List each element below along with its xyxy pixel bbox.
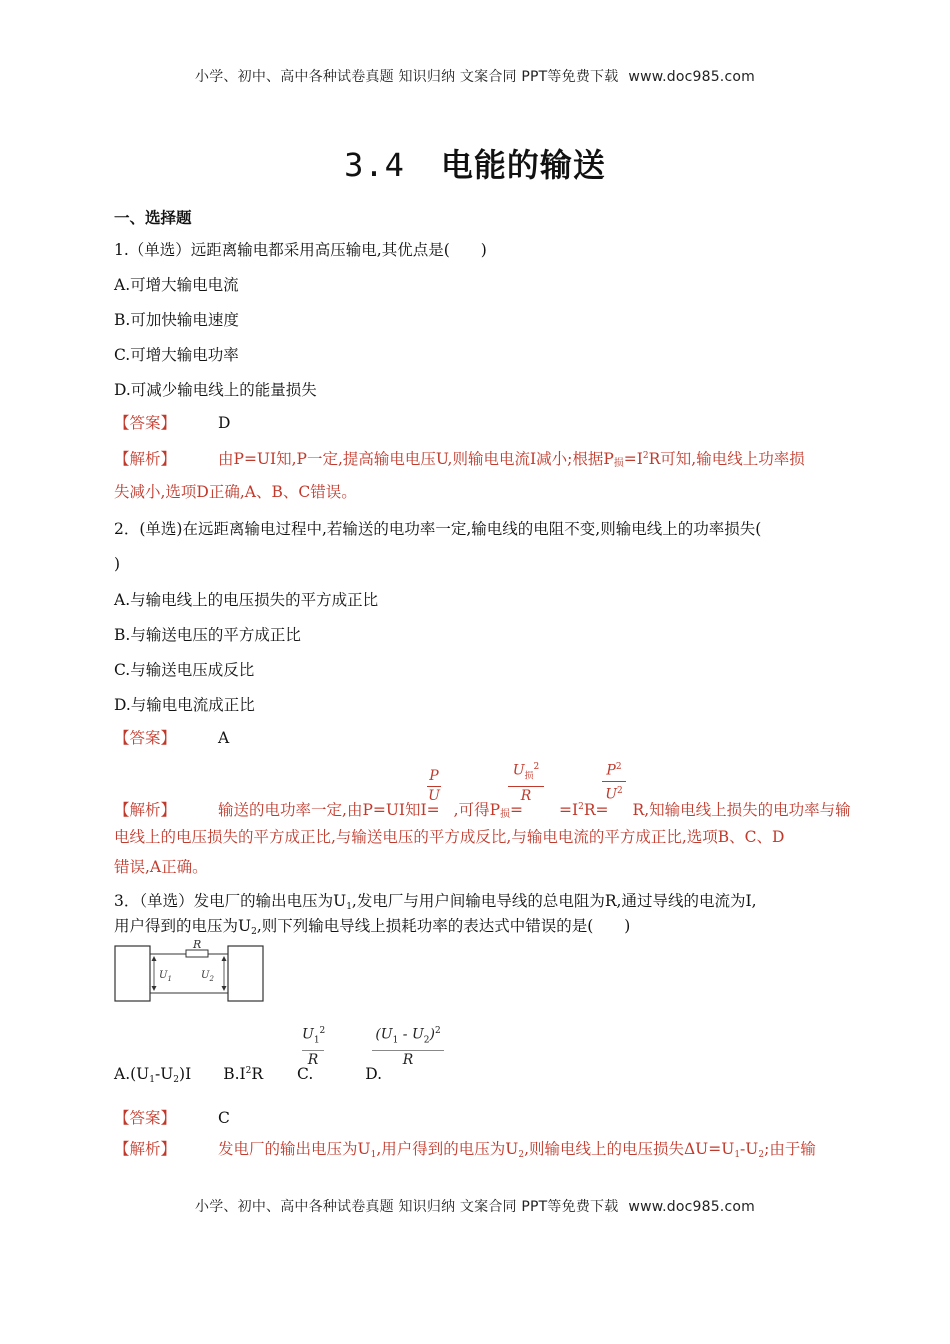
q1-option-c: C.可增大输电功率 [114, 346, 239, 364]
section-heading: 一、选择题 [114, 208, 192, 227]
page-header [0, 66, 950, 86]
analysis-tag: 【解析】 [114, 1140, 177, 1158]
fraction-p-over-u: P U [428, 768, 440, 804]
fraction-uloss-sq-over-r: $U_损^2$ R [508, 758, 544, 804]
answer-tag: 【答案】 [114, 1109, 177, 1127]
q3-answer [114, 1108, 230, 1128]
q2-analysis-line-3: 错误,A正确。 [114, 858, 208, 876]
header-url[interactable]: www.doc985.com [628, 69, 755, 85]
q3-option-c: C. [297, 1065, 314, 1083]
answer-tag: 【答案】 [114, 729, 177, 747]
q2-answer [114, 728, 229, 748]
analysis-tag: 【解析】 [114, 450, 177, 468]
q2-analysis-line-1: 【解析】 输送的电功率一定,由P=UI知I= ,可得P损= $=I^2R= R$,知输电线上损失的电功率与输 [114, 801, 851, 820]
q3-analysis-line-1: 【解析】 发电厂的输出电压为$U_1$,用户得到的电压为$U_2$,则输电线上的电压损失$\Delta U=U_1-U_2$;由于输 [114, 1140, 816, 1160]
q2-analysis-line-2: 电线上的电压损失的平方成正比,与输送电压的平方成反比,与输电电流的平方成正比,选项B、C、D [114, 828, 785, 846]
q1-analysis-line-1: 【解析】 由P=UI知,P一定,提高输电电压U,则输电电流I减小;根据P损$=I^2R$可知,输电线上功率损 [114, 450, 805, 469]
q3-option-b: $B.I^2R$ [223, 1065, 264, 1083]
q1-option-d: D.可减少输电线上的能量损失 [114, 381, 317, 399]
analysis-tag: 【解析】 [114, 801, 177, 819]
q2-option-d: D.与输电电流成正比 [114, 696, 255, 714]
title-text: 电能的输送 [440, 146, 606, 184]
u2-arrow-head-bottom [222, 986, 227, 991]
q3-stem-line-1: 3．（单选）发电厂的输出电压为$U_1$,发电厂与用户间输电导线的总电阻为R,通过导线的电流为I, [114, 892, 757, 912]
u1-arrow-head-bottom [152, 986, 157, 991]
q3-options [114, 1061, 382, 1090]
footer-url[interactable]: www.doc985.com [628, 1199, 755, 1215]
header-text: 小学、初中、高中各种试卷真题 知识归纳 文案合同 PPT等免费下载 [195, 69, 619, 85]
power-plant-block [115, 946, 150, 1001]
page-title [0, 140, 950, 186]
title-number: 3.4 [344, 146, 405, 184]
q1-option-b: B.可加快输电速度 [114, 311, 239, 329]
q2-option-a: A.与输电线上的电压损失的平方成正比 [114, 591, 379, 609]
option-d-fraction: $(U_1 - U_2)^2$ R [372, 1022, 444, 1068]
u1-arrow-head-top [152, 956, 157, 961]
resistor [186, 950, 208, 957]
q1-option-a: A.可增大输电电流 [114, 276, 239, 294]
q2-stem-line-2: ) [114, 555, 121, 573]
q3-option-d: D. [365, 1065, 383, 1083]
option-c-fraction: $U_1^2$ R [302, 1026, 326, 1069]
user-block [228, 946, 263, 1001]
fraction-p-sq-over-u-sq: $P^2$ $U^2$ [602, 758, 626, 802]
answer-value: A [218, 729, 230, 747]
q1-stem: 1.（单选）远距离输电都采用高压输电,其优点是( ) [114, 241, 487, 259]
q3-stem-line-2: 用户得到的电压为$U_2$,则下列输电导线上损耗功率的表达式中错误的是( ) [114, 917, 631, 937]
answer-value: C [218, 1109, 230, 1127]
answer-tag: 【答案】 [114, 414, 177, 432]
q2-option-c: C.与输送电压成反比 [114, 661, 255, 679]
footer-text: 小学、初中、高中各种试卷真题 知识归纳 文案合同 PPT等免费下载 [195, 1199, 619, 1215]
q3-option-a: $A.(U_1-U_2)I$ [114, 1065, 192, 1085]
answer-value: D [218, 414, 231, 432]
q2-option-b: B.与输送电压的平方成正比 [114, 626, 301, 644]
q2-stem-line-1: 2．(单选)在远距离输电过程中,若输送的电功率一定,输电线的电阻不变,则输电线上的功率损失( [114, 520, 762, 538]
q1-analysis-line-2: 失减小,选项D正确,A、B、C错误。 [114, 483, 357, 501]
q1-answer [114, 413, 230, 433]
page-footer [0, 1196, 950, 1216]
u2-arrow-head-top [222, 956, 227, 961]
u2-label: $U_2$ [201, 970, 214, 983]
circuit-diagram [114, 940, 264, 1004]
resistor-label: R [193, 940, 202, 951]
u1-label: $U_1$ [159, 970, 172, 983]
